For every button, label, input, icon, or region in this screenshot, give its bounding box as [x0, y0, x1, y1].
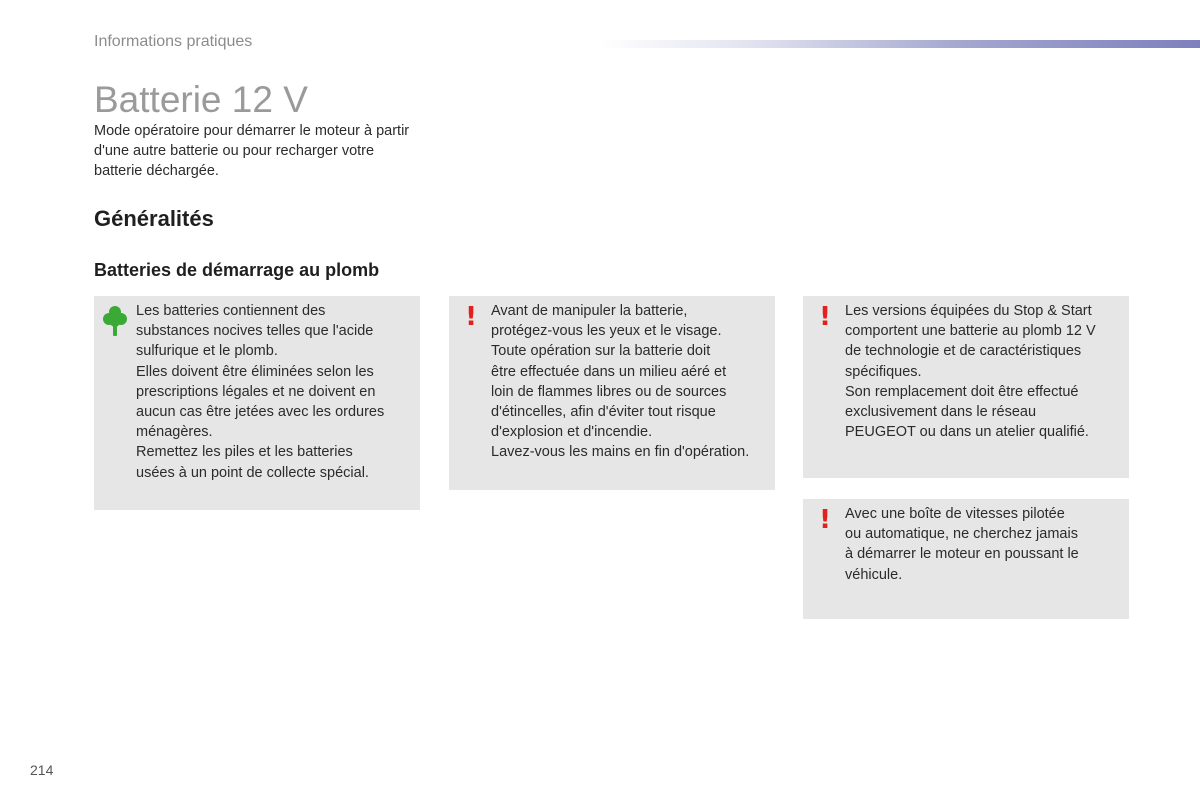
environment-note-text: Les batteries contiennent des substances nocives telles que l'acide sulfurique et le plomb. Elles doivent être éliminées selon les prescriptions légales et ne doivent en aucun cas être jetées avec les ordures ménagères. Remettez les piles et les batteries usées à un point de collecte spécial.: [136, 303, 385, 481]
environment-note-box: [94, 296, 420, 510]
warning-text-stop-start: Les versions équipées du Stop & Start comportent une batterie au plomb 12 V de technologie et de caractéristiques spécifiques. Son remplacement doit être effectué exclusivement dans le réseau PEUGEOT ou dans un atelier qualifié.: [845, 303, 1096, 441]
subheading-lead-batteries: Batteries de démarrage au plomb: [94, 260, 380, 280]
section-label: Informations pratiques: [94, 33, 253, 50]
heading-generalites: Généralités: [94, 206, 214, 231]
warning-box-gearbox: [803, 499, 1129, 619]
page-number: 214: [30, 762, 54, 778]
warning-exclamation-icon: !: [819, 302, 831, 332]
environment-leaf-icon: [102, 304, 128, 338]
warning-box-stop-start: [803, 296, 1129, 478]
header-accent-bar: [600, 40, 1200, 48]
warning-text-gearbox: Avec une boîte de vitesses pilotée ou automatique, ne cherchez jamais à démarrer le moteur en poussant le véhicule.: [845, 506, 1079, 583]
warning-text-handling: Avant de manipuler la batterie, protégez-vous les yeux et le visage. Toute opération sur la batterie doit être effectuée dans un milieu aéré et loin de flammes libres ou de sources d'étincelles, afin d'éviter tout risque d'explosion et d'incendie. Lavez-vous les mains en fin d'opération.: [491, 303, 750, 461]
warning-box-handling: [449, 296, 775, 490]
page-title: Batterie 12 V: [94, 79, 308, 120]
warning-exclamation-icon: !: [819, 505, 831, 535]
warning-exclamation-icon: !: [465, 302, 477, 332]
intro-text: Mode opératoire pour démarrer le moteur à partir d'une autre batterie ou pour recharger votre batterie déchargée.: [94, 123, 410, 180]
